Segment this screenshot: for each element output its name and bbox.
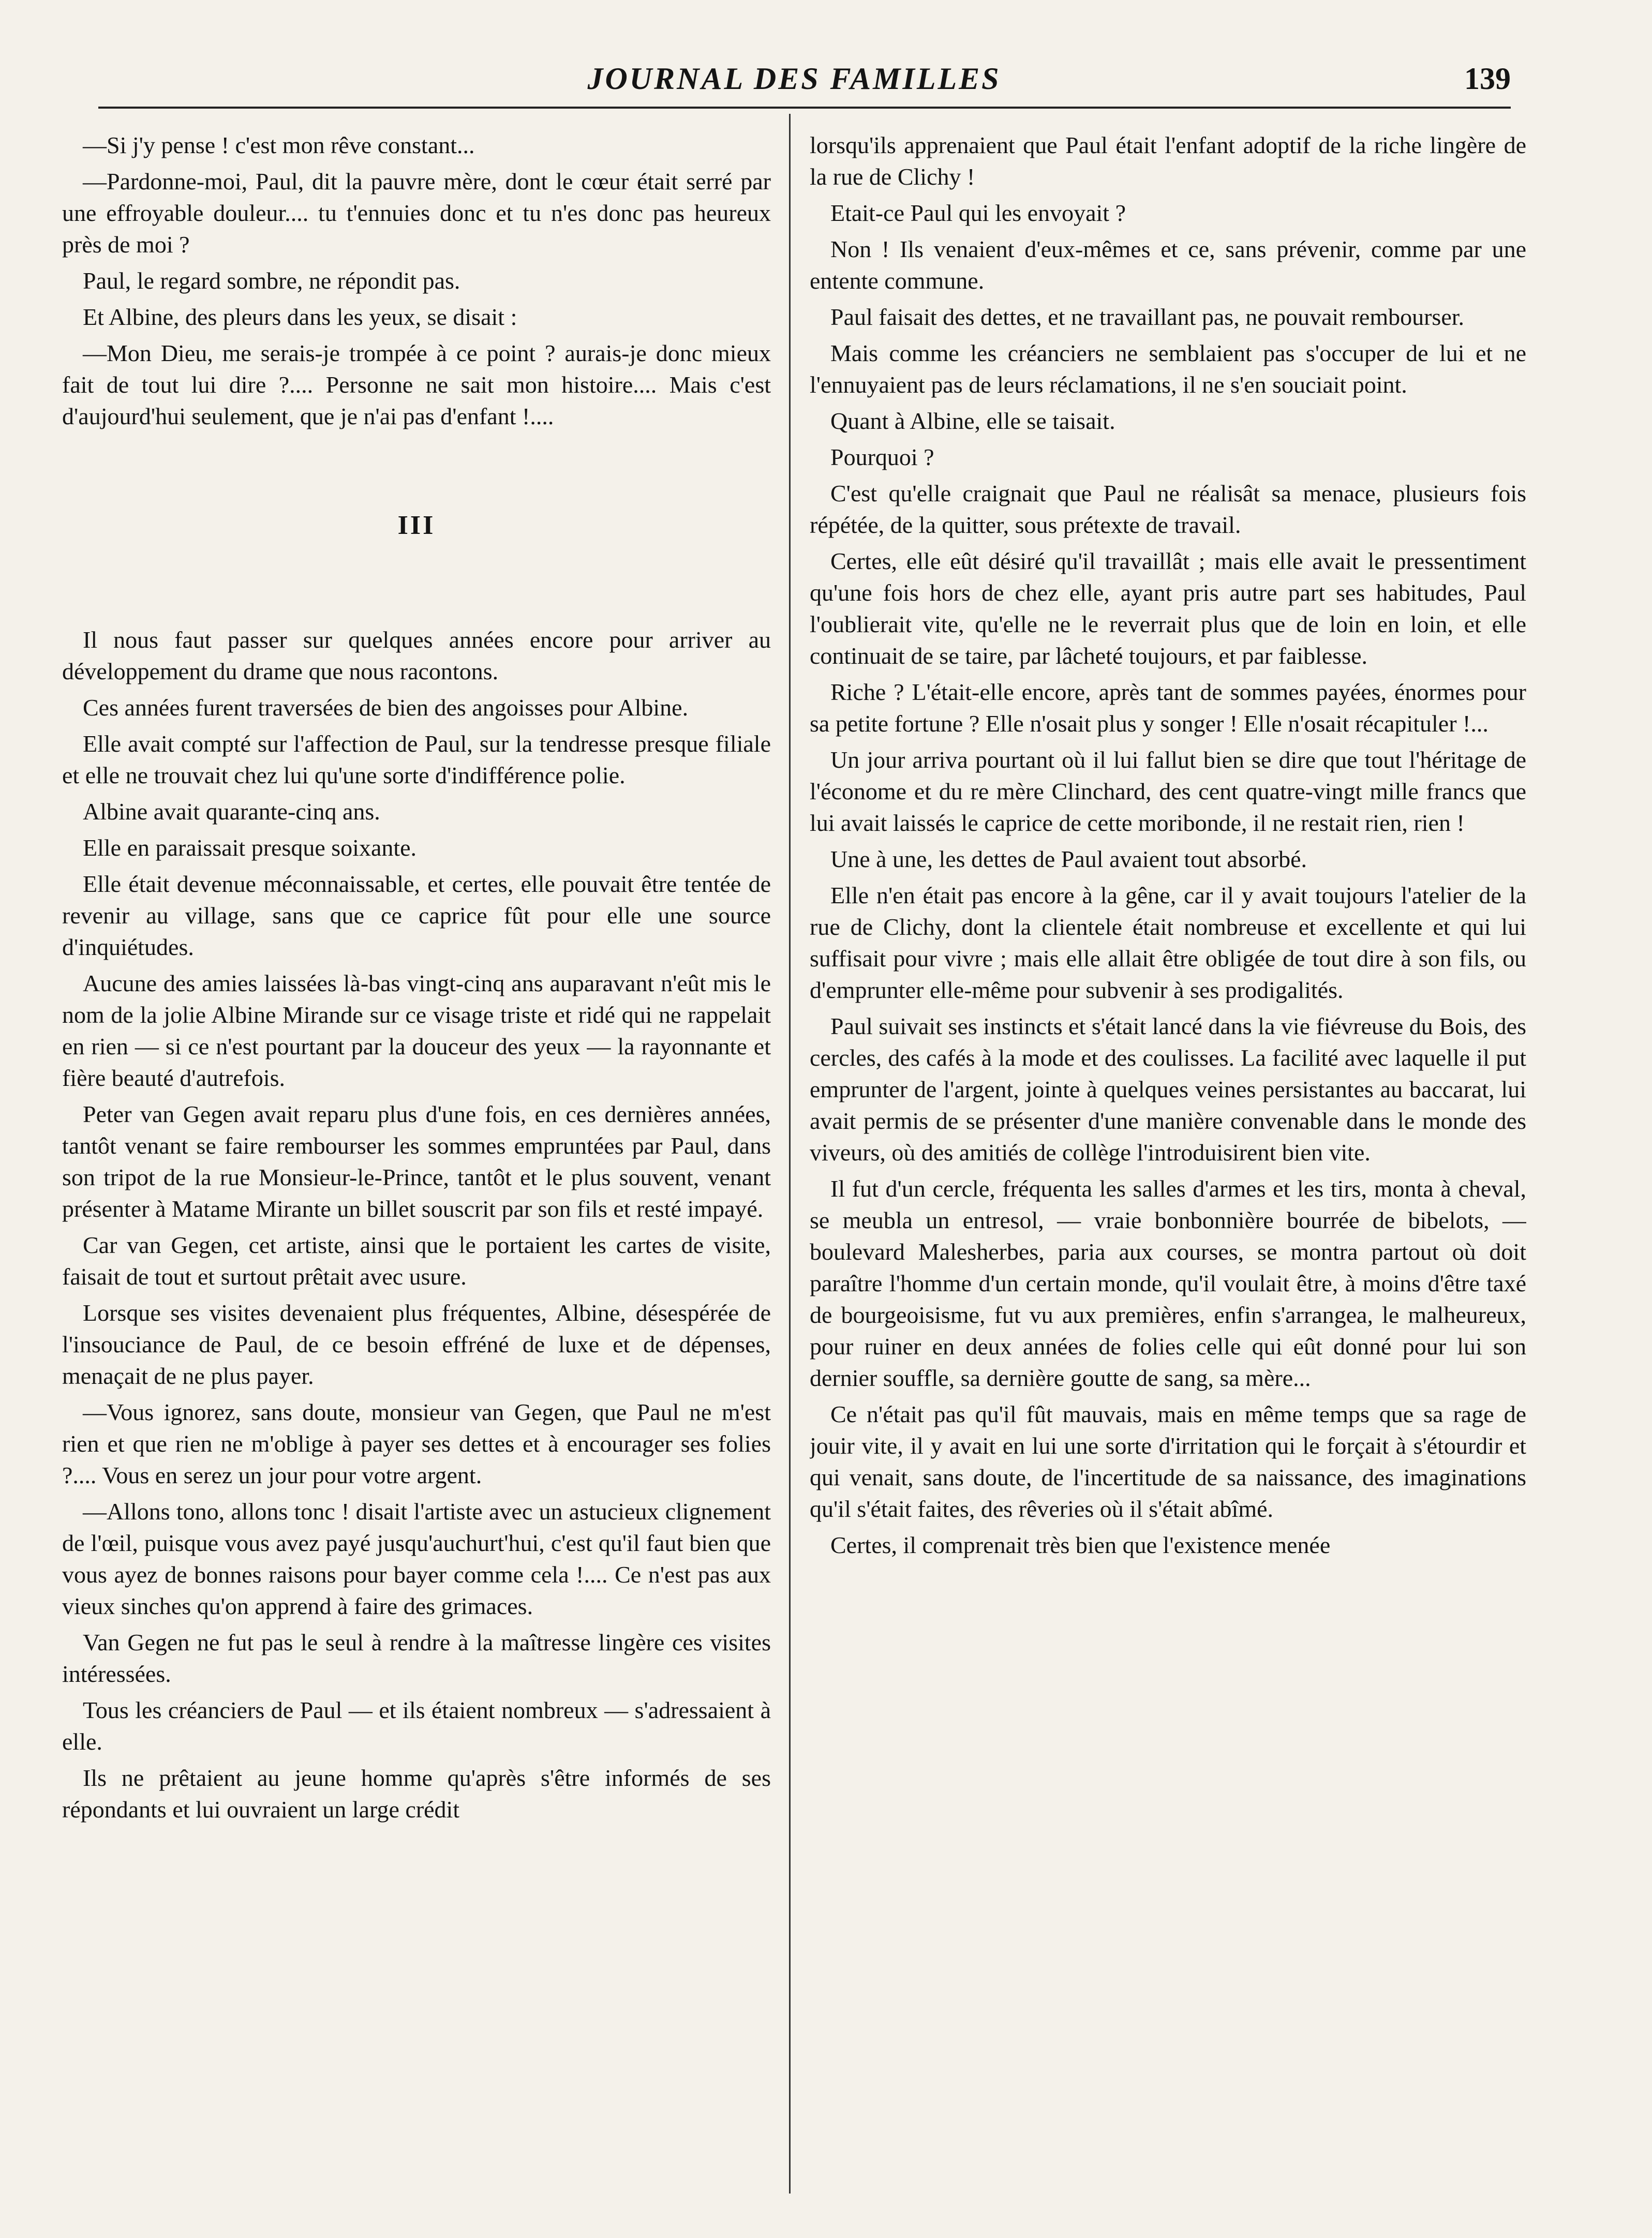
- paragraph: Etait-ce Paul qui les envoyait ?: [830, 200, 1126, 226]
- paragraph: Pourquoi ?: [830, 444, 934, 470]
- paragraph: Paul faisait des dettes, et ne travaillant pas, ne pouvait rembourser.: [830, 304, 1465, 330]
- paragraph: Paul, le regard sombre, ne répondit pas.: [83, 267, 460, 294]
- left-column: [62, 129, 771, 2173]
- paragraph: Il fut d'un cercle, fréquenta les salles d'armes et les tirs, monta à cheval, se meubla un entresol, — vraie bonbonnière bourrée de bibelots, — boulevard Malesherbes, paria aux courses, se montra partout où doit paraître l'homme d'un certain monde, qu'il voulait être, à moins d'être taxé de bourgeoisisme, fut vu aux premières, enfin s'arrangea, le malheureux, pour ruiner en deux années de folies celle qui eût donné pour lui son dernier souffle, sa dernière goutte de sang, sa mère...: [810, 1175, 1526, 1391]
- page-number: 139: [1464, 62, 1511, 96]
- paragraph: —Allons tono, allons tonc ! disait l'artiste avec un astucieux clignement de l'œil, puisque vous avez payé jusqu'auchurt'hui, c'est qu'il faut bien que vous ayez de bonnes raisons pour bayer comme cela !.... Ce n'est pas aux vieux sinches qu'on apprend à faire des grimaces.: [62, 1498, 771, 1619]
- paragraph: Elle n'en était pas encore à la gêne, car il y avait toujours l'atelier de la rue de Clichy, dont la clientele était nombreuse et excellente et qui lui suffisait pour vivre ; mais elle allait être obligée de tout dire à son fils, ou d'emprunter elle-même pour subvenir à ses prodigalités.: [810, 882, 1526, 1003]
- paragraph: Tous les créanciers de Paul — et ils étaient nombreux — s'adressaient à elle.: [62, 1697, 771, 1755]
- paragraph: Aucune des amies laissées là-bas vingt-cinq ans auparavant n'eût mis le nom de la jolie Albine Mirande sur ce visage triste et ridé qui ne rappelait en rien — si ce n'est pourtant par la douceur des yeux — la rayonnante et fière beauté d'autrefois.: [62, 970, 771, 1091]
- paragraph: Il nous faut passer sur quelques années encore pour arriver au développement du drame que nous racontons.: [62, 626, 771, 684]
- paragraph: —Pardonne-moi, Paul, dit la pauvre mère, dont le cœur était serré par une effroyable douleur.... tu t'ennuies donc et tu n'es donc pas heureux près de moi ?: [62, 168, 771, 258]
- paragraph: —Mon Dieu, me serais-je trompée à ce point ? aurais-je donc mieux fait de tout lui dire ?.... Personne ne sait mon histoire.... Mais c'est d'aujourd'hui seulement, que je n'ai pas d'enfant !....: [62, 340, 771, 429]
- paragraph: Peter van Gegen avait reparu plus d'une fois, en ces dernières années, tantôt venant se faire rembourser les sommes empruntées par Paul, dans son tripot de la rue Monsieur-le-Prince, tantôt et le plus souvent, venant présenter à Matame Mirante un billet souscrit par son fils et resté impayé.: [62, 1101, 771, 1222]
- paragraph: Et Albine, des pleurs dans les yeux, se disait :: [83, 304, 517, 330]
- paragraph: Car van Gegen, cet artiste, ainsi que le portaient les cartes de visite, faisait de tout et surtout prêtait avec usure.: [62, 1232, 771, 1290]
- paragraph: Ces années furent traversées de bien des angoisses pour Albine.: [83, 694, 689, 721]
- paragraph: C'est qu'elle craignait que Paul ne réalisât sa menace, plusieurs fois répétée, de la quitter, sous prétexte de travail.: [810, 480, 1526, 538]
- journal-title: JOURNAL DES FAMILLES: [587, 62, 1001, 96]
- paragraph: Non ! Ils venaient d'eux-mêmes et ce, sans prévenir, comme par une entente commune.: [810, 236, 1526, 294]
- right-column: [810, 129, 1526, 2173]
- paragraph: Elle en paraissait presque soixante.: [83, 834, 417, 861]
- paragraph: Van Gegen ne fut pas le seul à rendre à la maîtresse lingère ces visites intéressées.: [62, 1629, 771, 1687]
- paragraph: Riche ? L'était-elle encore, après tant de sommes payées, énormes pour sa petite fortune ? Elle n'osait plus y songer ! Elle n'osait récapituler !...: [810, 679, 1526, 737]
- page-header: [57, 52, 1531, 109]
- paragraph: Elle était devenue méconnaissable, et certes, elle pouvait être tentée de revenir au village, sans que ce caprice fût pour elle une source d'inquiétudes.: [62, 871, 771, 960]
- paragraph: Mais comme les créanciers ne semblaient pas s'occuper de lui et ne l'ennuyaient pas de leurs réclamations, il ne s'en souciait point.: [810, 340, 1526, 398]
- paragraph: Paul suivait ses instincts et s'était lancé dans la vie fiévreuse du Bois, des cercles, des cafés à la mode et des coulisses. La facilité avec laquelle il put emprunter de l'argent, jointe à quelques veines persistantes au baccarat, lui avait permis de se présenter d'une manière convenable dans le monde des viveurs, où des amitiés de collège l'introduisirent bien vite.: [810, 1013, 1526, 1166]
- section-number: III: [397, 511, 436, 540]
- paragraph: Une à une, les dettes de Paul avaient tout absorbé.: [830, 846, 1307, 872]
- paragraph: Lorsque ses visites devenaient plus fréquentes, Albine, désespérée de l'insouciance de Paul, de ce besoin effréné de luxe et de dépenses, menaçait de ne plus payer.: [62, 1300, 771, 1389]
- paragraph: Certes, il comprenait très bien que l'existence menée: [830, 1532, 1331, 1558]
- paragraph: Certes, elle eût désiré qu'il travaillât ; mais elle avait le pressentiment qu'une fois hors de chez elle, ayant pris autre part ses habitudes, Paul l'oublierait vite, qu'elle ne le reverrait plus que de loin en loin, et elle continuait de se taire, par lâcheté toujours, et par faiblesse.: [810, 548, 1526, 669]
- paragraph: Elle avait compté sur l'affection de Paul, sur la tendresse presque filiale et elle ne trouvait chez lui qu'une sorte d'indifférence polie.: [62, 730, 771, 788]
- paragraph: Quant à Albine, elle se taisait.: [830, 408, 1115, 434]
- paragraph: Albine avait quarante-cinq ans.: [83, 798, 380, 825]
- paragraph: lorsqu'ils apprenaient que Paul était l'enfant adoptif de la riche lingère de la rue de Clichy !: [810, 132, 1526, 190]
- paragraph: Ce n'était pas qu'il fût mauvais, mais en même temps que sa rage de jouir vite, il y avait en lui une sorte d'irritation qui le forçait à s'étourdir et qui venait, sans doute, de l'incertitude de sa naissance, des imaginations qu'il s'était faites, des rêveries où il s'était abîmé.: [810, 1401, 1526, 1522]
- paragraph: Ils ne prêtaient au jeune homme qu'après s'être informés de ses répondants et lui ouvraient un large crédit: [62, 1765, 771, 1823]
- column-divider: [789, 114, 791, 2194]
- paragraph: —Si j'y pense ! c'est mon rêve constant...: [83, 132, 475, 158]
- paragraph: Un jour arriva pourtant où il lui fallut bien se dire que tout l'héritage de l'économe et du re mère Clinchard, des cent quatre-vingt mille francs que lui avait laissés le caprice de cette moribonde, il ne restait rien, rien !: [810, 747, 1526, 836]
- paragraph: —Vous ignorez, sans doute, monsieur van Gegen, que Paul ne m'est rien et que rien ne m'oblige à payer ses dettes et à encourager ses folies ?.... Vous en serez un jour pour votre argent.: [62, 1399, 771, 1488]
- header-rule: [98, 107, 1511, 109]
